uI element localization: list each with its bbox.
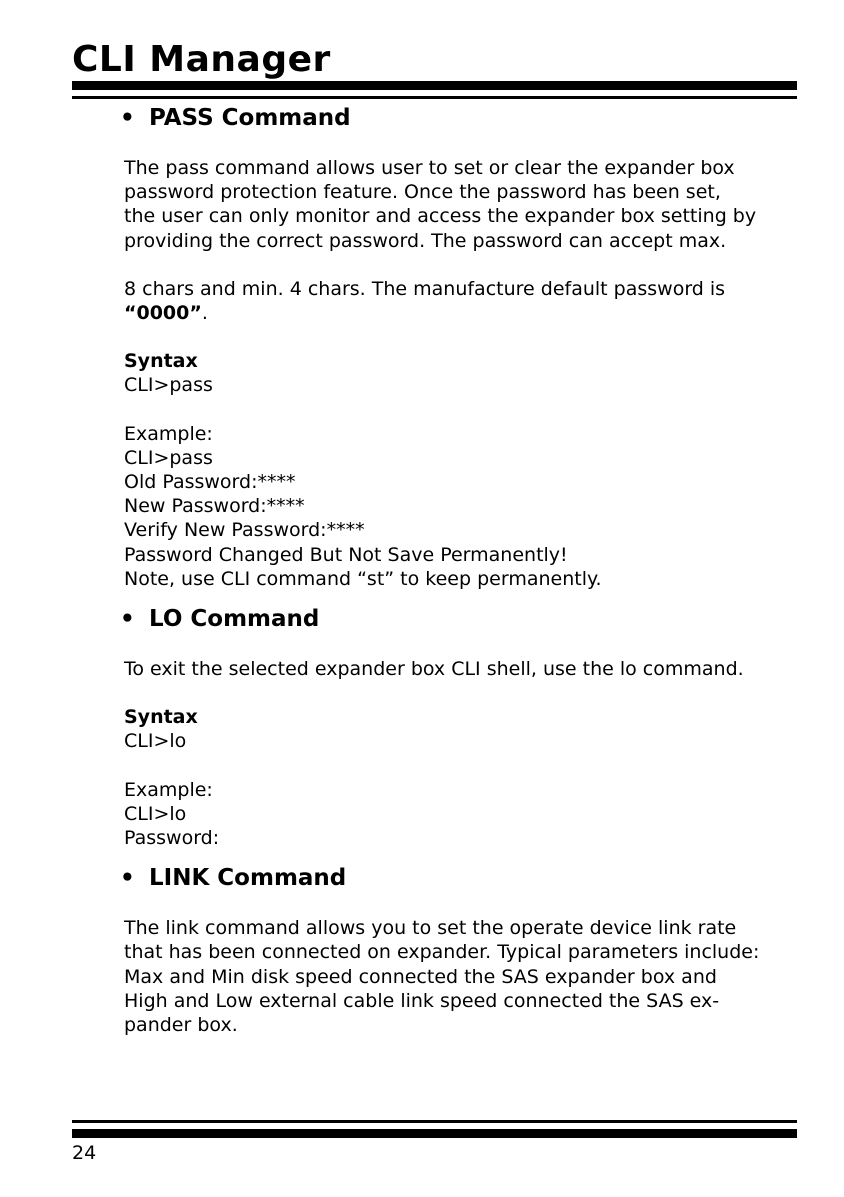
pass-command-heading [120, 104, 804, 132]
lo-description: To exit the selected expander box CLI shell, use the lo command. [124, 658, 744, 681]
link-command-heading-text: LINK Command [149, 865, 347, 892]
header-rule-thin [72, 96, 797, 99]
link-description-line: The link command allows you to set the operate device link rate [124, 917, 737, 940]
link-command-heading [120, 864, 804, 892]
link-description-line: that has been connected on expander. Typical parameters include: [124, 941, 760, 964]
pass-description-line: The pass command allows user to set or clear the expander box [124, 157, 735, 179]
main-content [120, 104, 804, 1037]
pass-limits [124, 277, 804, 325]
pass-example [124, 422, 804, 591]
default-password-suffix: . [201, 302, 208, 325]
pass-description-line: password protection feature. Once the password has been set, [124, 181, 721, 204]
lo-example-line: Password: [124, 827, 220, 850]
lo-syntax-command: CLI>lo [124, 730, 187, 753]
pass-syntax-label: Syntax [124, 350, 198, 373]
bullet-icon: • [120, 105, 135, 131]
pass-default-password-line [124, 301, 804, 325]
lo-example [124, 778, 804, 851]
link-description-line: pander box. [124, 1014, 238, 1037]
pass-example-line: New Password:**** [124, 495, 305, 518]
lo-example-line: CLI>lo [124, 802, 187, 825]
pass-command-heading-text: PASS Command [149, 105, 351, 131]
pass-syntax [124, 349, 804, 397]
lo-command-heading [120, 605, 804, 633]
lo-syntax [124, 705, 804, 753]
footer-rule-thick [72, 1129, 797, 1138]
pass-description-line: providing the correct password. The password can accept max. [124, 229, 727, 252]
link-description [124, 916, 804, 1037]
pass-description [124, 156, 804, 253]
pass-example-line: CLI>pass [124, 446, 213, 469]
link-description-line: Max and Min disk speed connected the SAS expander box and [124, 965, 717, 988]
pass-example-label: Example: [124, 422, 213, 445]
pass-description-line: the user can only monitor and access the expander box setting by [124, 205, 757, 228]
bullet-icon: • [120, 606, 135, 633]
page-title: CLI Manager [72, 39, 331, 80]
pass-example-line: Note, use CLI command “st” to keep permanently. [124, 567, 602, 590]
bullet-icon: • [120, 865, 135, 892]
footer-rule-thin [72, 1120, 797, 1123]
lo-example-label: Example: [124, 778, 213, 801]
pass-example-line: Verify New Password:**** [124, 519, 365, 542]
lo-syntax-label: Syntax [124, 706, 198, 729]
lo-command-heading-text: LO Command [149, 606, 320, 633]
page-number: 24 [72, 1142, 97, 1164]
pass-limits-line: 8 chars and min. 4 chars. The manufacture default password is [124, 277, 726, 300]
link-description-line: High and Low external cable link speed connected the SAS ex- [124, 989, 720, 1012]
default-password: “0000” [124, 302, 202, 325]
pass-example-line: Old Password:**** [124, 471, 296, 494]
header-rule-thick [72, 81, 797, 90]
pass-syntax-command: CLI>pass [124, 374, 213, 397]
pass-example-line: Password Changed But Not Save Permanently! [124, 543, 568, 566]
